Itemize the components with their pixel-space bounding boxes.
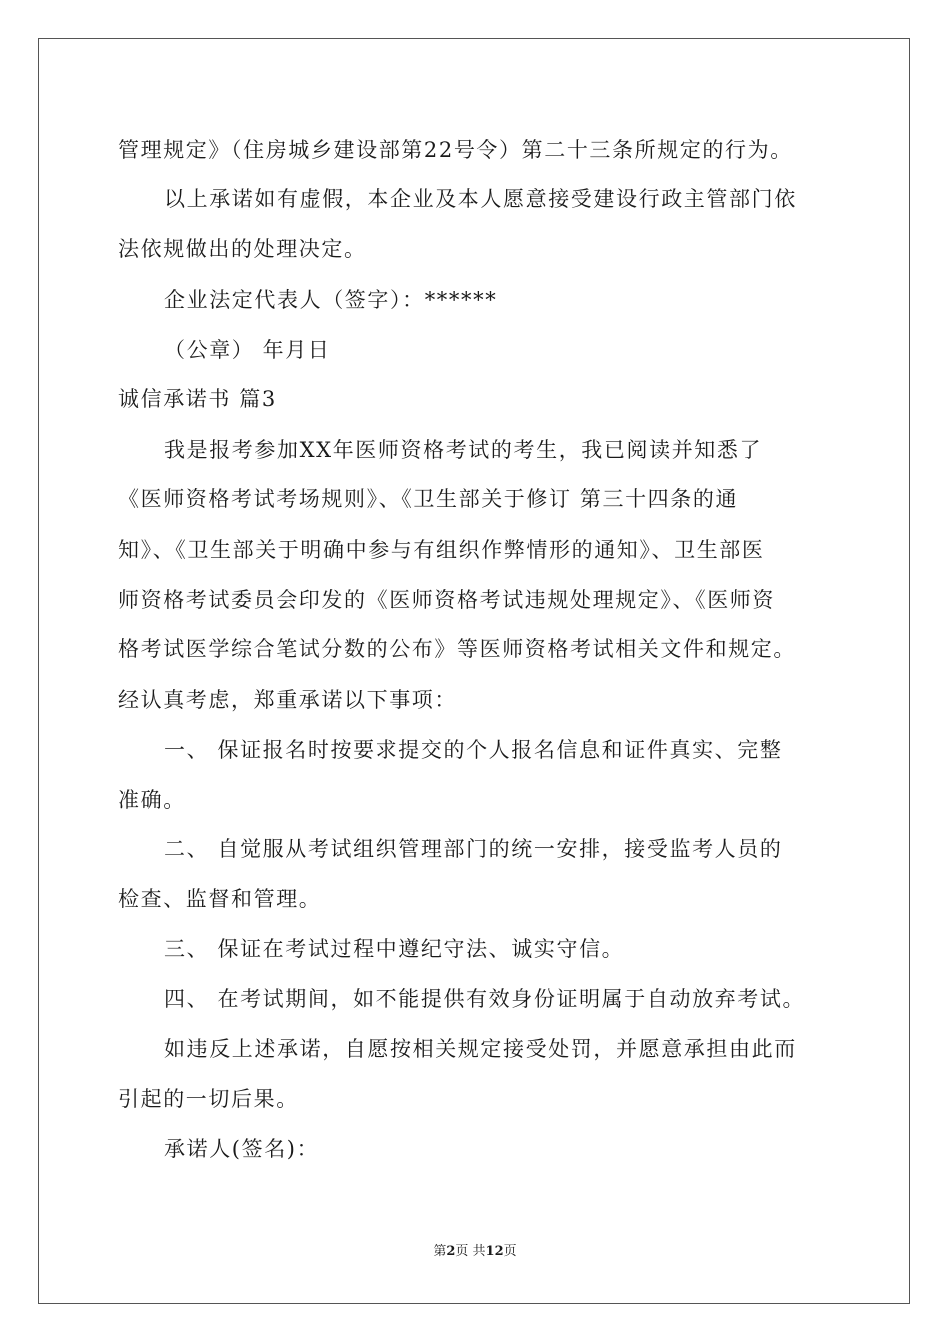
body-line: 师资格考试委员会印发的《医师资格考试违规处理规定》、《医师资 xyxy=(118,588,775,612)
body-line: 经认真考虑，郑重承诺以下事项： xyxy=(118,688,457,712)
body-line: 《医师资格考试考场规则》、《卫生部关于修订 第三十四条的通 xyxy=(118,487,739,511)
signature-line: 企业法定代表人（签字）：****** xyxy=(164,288,498,312)
body-line: 管理规定》（住房城乡建设部第22号令）第二十三条所规定的行为。 xyxy=(118,138,793,162)
section-heading: 诚信承诺书 篇3 xyxy=(118,387,277,411)
seal-date-line: （公章） 年月日 xyxy=(164,338,331,362)
signature-line: 承诺人(签名)： xyxy=(164,1137,320,1161)
body-line: 如违反上述承诺，自愿按相关规定接受处罚，并愿意承担由此而 xyxy=(164,1037,797,1061)
page-border xyxy=(38,38,910,1304)
page-footer xyxy=(0,1243,950,1261)
body-line: 准确。 xyxy=(118,788,186,812)
pledge-item: 三、 保证在考试过程中遵纪守法、诚实守信。 xyxy=(164,937,625,961)
page-number: 2 xyxy=(446,1244,456,1259)
body-line: 我是报考参加XX年医师资格考试的考生，我已阅读并知悉了 xyxy=(164,438,763,462)
footer-suffix: 页 xyxy=(503,1244,517,1259)
body-line: 以上承诺如有虚假，本企业及本人愿意接受建设行政主管部门依 xyxy=(164,187,797,211)
footer-mid: 页 共 xyxy=(455,1244,486,1259)
total-pages: 12 xyxy=(485,1244,504,1259)
body-line: 格考试医学综合笔试分数的公布》等医师资格考试相关文件和规定。 xyxy=(118,637,796,661)
body-line: 知》、《卫生部关于明确中参与有组织作弊情形的通知》、卫生部医 xyxy=(118,538,765,562)
footer-prefix: 第 xyxy=(433,1244,447,1259)
body-line: 法依规做出的处理决定。 xyxy=(118,237,367,261)
body-line: 引起的一切后果。 xyxy=(118,1087,299,1111)
body-line: 检查、监督和管理。 xyxy=(118,887,322,911)
pledge-item: 二、 自觉服从考试组织管理部门的统一安排，接受监考人员的 xyxy=(164,837,783,861)
pledge-item: 四、 在考试期间，如不能提供有效身份证明属于自动放弃考试。 xyxy=(164,987,806,1011)
pledge-item: 一、 保证报名时按要求提交的个人报名信息和证件真实、完整 xyxy=(164,738,783,762)
